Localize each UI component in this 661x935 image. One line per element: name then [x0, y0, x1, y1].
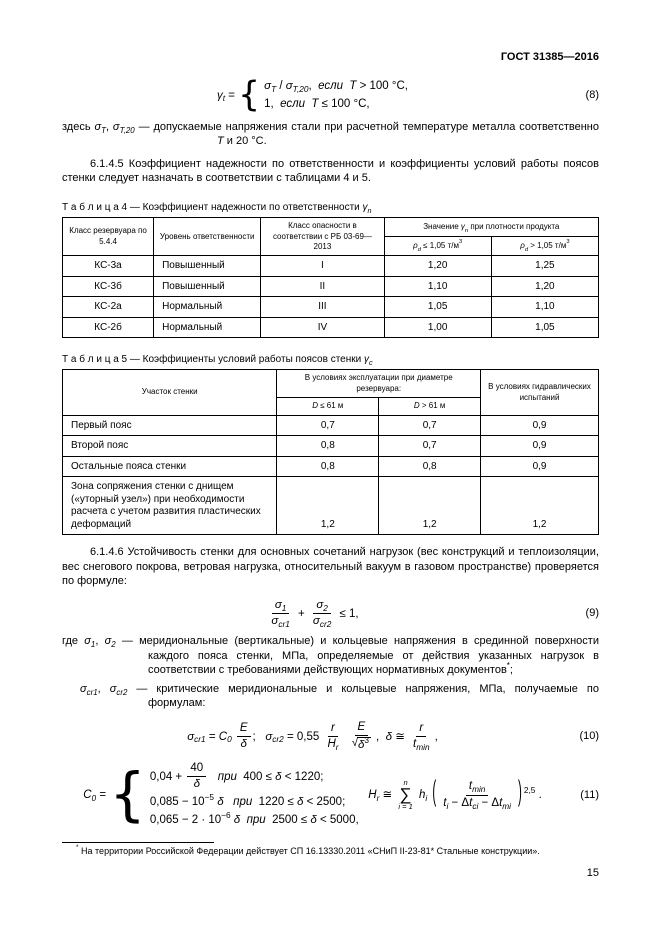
table-5	[62, 369, 599, 535]
table-row	[63, 317, 599, 338]
table5-header-section: Участок стенки	[63, 370, 277, 415]
table-cell: I	[261, 256, 384, 277]
table-cell: 0,8	[379, 456, 481, 477]
table4-caption: Т а б л и ц а 4 — Коэффициент надежности по ответственности $\gamma_n$	[62, 201, 372, 215]
table-cell: 1,2	[277, 477, 379, 535]
table-cell: 1,20	[491, 276, 598, 297]
page-number: 15	[586, 866, 599, 879]
table-cell: 1,10	[384, 276, 491, 297]
table-row	[63, 415, 599, 436]
table-4-header	[63, 218, 599, 256]
formula-8	[62, 75, 599, 116]
table4-header-rho-gt: $\rho_d > 1,05$ $т/м^3$	[491, 237, 598, 256]
formula-9-number: (9)	[585, 607, 599, 620]
table-cell: 0,7	[277, 415, 379, 436]
table-cell: Нормальный	[154, 297, 261, 318]
formula-9-center	[62, 599, 563, 628]
table5-header-d-gt: D > 61 м	[379, 398, 481, 415]
table-row	[63, 276, 599, 297]
table-cell: 0,9	[481, 436, 599, 457]
table-cell: КС-2а	[63, 297, 154, 318]
table-cell: Повышенный	[154, 276, 261, 297]
formula-11-center	[62, 762, 563, 828]
formula-10-number: (10)	[579, 730, 599, 743]
table-cell: Остальные пояса стенки	[63, 456, 277, 477]
table-cell: Второй пояс	[63, 436, 277, 457]
table-row	[63, 456, 599, 477]
table-cell: Зона сопряжения стенки с днищем («уторный узел») при необходимости расчета с учетом развития пластических деформаций	[63, 477, 277, 535]
formula-10-center	[62, 721, 563, 752]
table5-header-hydro: В условиях гидравлических испытаний	[481, 370, 599, 415]
table-cell: КС-3б	[63, 276, 154, 297]
table-cell: 0,8	[277, 456, 379, 477]
table-cell: 1,2	[481, 477, 599, 535]
table-row	[63, 477, 599, 535]
table4-header-level: Уровень ответственности	[154, 218, 261, 256]
table4-header-danger: Класс опасности в соответствии с РБ 03-69—2013	[261, 218, 384, 256]
table-cell: Первый пояс	[63, 415, 277, 436]
table-cell: 1,05	[384, 297, 491, 318]
formula-11	[62, 762, 599, 828]
table-cell: 1,10	[491, 297, 598, 318]
table-cell: 0,9	[481, 415, 599, 436]
table-cell: Повышенный	[154, 256, 261, 277]
table-5-header	[63, 370, 599, 415]
formula-11-body: $C_0$ = { 0,04 + $\frac{40}{\delta}$ при 400 ≤ δ < 1220; $0,085 - 10^{-5}$ δ при 1220 ≤ δ < 2500; $0,065 - 2 \cdot 10^{-6}$ δ при 2500 ≤ δ < 5000, $H_r$ ≅ n ∑ i = 1 $h_i$ ( $\frac{t_{min}}{t_i - \Delta t_{ci} - \Delta t_{mi}}$ ) $^{2,5}$ .	[83, 761, 542, 829]
table-cell: III	[261, 297, 384, 318]
table-cell: КС-2б	[63, 317, 154, 338]
paragraph-6-1-4-5: 6.1.4.5 Коэффициент надежности по ответственности и коэффициенты условий работы поясов стенки следует назначать в соответствии с таблицами 4 и 5.	[62, 157, 599, 185]
table-cell: 1,2	[379, 477, 481, 535]
paragraph-6-1-4-6: 6.1.4.6 Устойчивость стенки для основных сочетаний нагрузок (вес конструкций и теплоизоляции, вес снегового покрова, ветровая нагрузка, относительный вакуум в газовом пространстве) проверяется по формуле:	[62, 546, 599, 588]
table-4-body	[63, 256, 599, 338]
formula-9-body: $\frac{\sigma_1}{\sigma_{cr1}}$ + $\frac{\sigma_2}{\sigma_{cr2}}$ ≤ 1,	[271, 598, 359, 629]
footnote-separator	[62, 842, 214, 843]
doc-number: ГОСТ 31385—2016	[500, 51, 599, 63]
table-row	[63, 297, 599, 318]
formula-11-number: (11)	[580, 788, 599, 801]
table5-header-d-le: D ≤ 61 м	[277, 398, 379, 415]
table-cell: 0,8	[277, 436, 379, 457]
table-cell: II	[261, 276, 384, 297]
paragraph-temperature-note: здесь $\sigma_Т$, $\sigma_{Т,20}$ — допускаемые напряжения стали при расчетной температуре металла соответственно Т и 20 °С.	[62, 120, 599, 148]
paragraph-sigma-cr: $\sigma_{cr1}$, $\sigma_{cr2}$ — критические меридиональные и кольцевые напряжения, МПа, получаемые по формулам:	[80, 682, 599, 710]
table4-header-value: Значение $\gamma_n$ при плотности продукта	[384, 218, 598, 237]
formula-9	[62, 599, 599, 628]
table-cell: 1,25	[491, 256, 598, 277]
table-cell: КС-3а	[63, 256, 154, 277]
table5-caption: Т а б л и ц а 5 — Коэффициенты условий работы поясов стенки $\gamma_c$	[62, 354, 373, 368]
table-cell: IV	[261, 317, 384, 338]
table4-header-class: Класс резервуара по 5.4.4	[63, 218, 154, 256]
formula-10	[62, 721, 599, 752]
table-row	[63, 256, 599, 277]
paragraph-where-sigma: где $\sigma_1$, $\sigma_2$ — меридиональные (вертикальные) и кольцевые напряжения в срединной поверхности каждого пояса стенки, МПа, определяемые от действия указанных нагрузок в соответствии с требованиями действующих нормативных документов*;	[62, 635, 599, 677]
table-cell: 0,7	[379, 415, 481, 436]
table-cell: 0,9	[481, 456, 599, 477]
table-5-body	[63, 415, 599, 535]
formula-8-body: $\gamma_t$ = { $\sigma_Т / \sigma_{Т,20}$, если Т > 100 °С, 1, если Т ≤ 100 °С,	[217, 75, 408, 116]
table-cell: Нормальный	[154, 317, 261, 338]
table-4	[62, 217, 599, 338]
table-cell: 1,20	[384, 256, 491, 277]
formula-10-body: $\sigma_{cr1} = C_0$ $\frac{E}{\delta}$ ; $\sigma_{cr2} = 0,55$ $\frac{r}{H_r}$ E √ $\delta^3$ , δ ≅ $\frac{r}{t_{min}}$ ,	[187, 720, 438, 752]
table5-header-conditions: В условиях эксплуатации при диаметре резервуара:	[277, 370, 481, 398]
formula-8-center	[62, 75, 563, 116]
table-cell: 1,00	[384, 317, 491, 338]
table-row	[63, 436, 599, 457]
table4-header-rho-le: $\rho_d \le 1,05$ $т/м^3$	[384, 237, 491, 256]
table-cell: 1,05	[491, 317, 598, 338]
table-cell: 0,7	[379, 436, 481, 457]
footnote-text: * На территории Российской Федерации действует СП 16.13330.2011 «СНиП II-23-81* Стальные конструкции».	[76, 843, 540, 856]
formula-8-number: (8)	[585, 88, 599, 101]
